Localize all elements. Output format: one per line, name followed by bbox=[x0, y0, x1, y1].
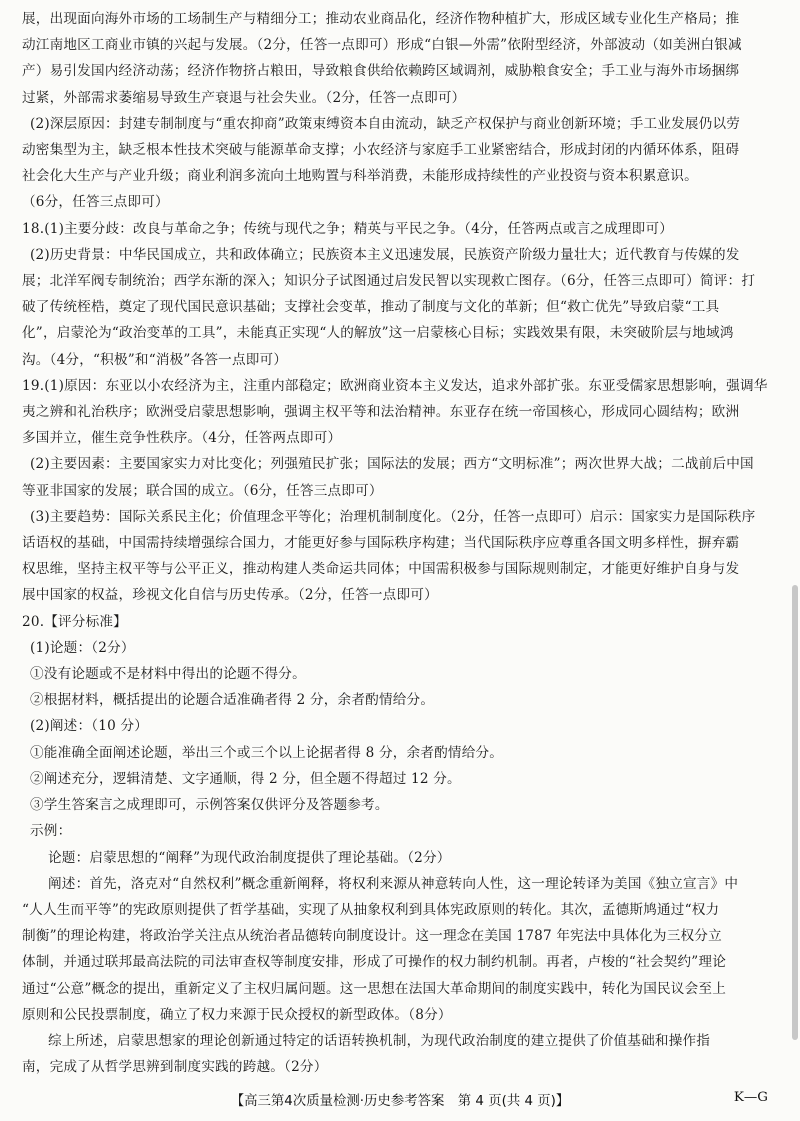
text-line: （6分，任答三点即可） bbox=[22, 194, 169, 211]
text-line: 动江南地区工商业市镇的兴起与发展。（2分，任答一点即可）形成“白银—外需”依附型经济，外部波动（如美洲白银减 bbox=[22, 37, 742, 54]
text-line: 制衡”的理论构建，将政治学关注点从统治者品德转向制度设计。这一理念在美国 1787 年宪法中具体化为三权分立 bbox=[22, 928, 722, 945]
text-line: 展；北洋军阀专制统治；西学东渐的深入；知识分子试图通过启发民智以实现救亡图存。（6分，任答三点即可）简评：打 bbox=[22, 273, 756, 290]
text-line: 产）易引发国内经济动荡；经济作物挤占粮田，导致粮食供给依赖跨区域调剂，威胁粮食安全；手工业与海外市场捆绑 bbox=[22, 63, 740, 80]
footer-code: K—G bbox=[733, 1090, 768, 1105]
text-line: 多国并立，催生竞争性秩序。（4分，任答两点即可） bbox=[22, 430, 342, 447]
text-line: ①没有论题或不是材料中得出的论题不得分。 bbox=[30, 666, 306, 683]
text-line: 破了传统桎梏，奠定了现代国民意识基础；支撑社会变革，推动了制度与文化的革新；但“救亡优先”导致启蒙“工具 bbox=[22, 299, 720, 316]
scrollbar-thumb[interactable] bbox=[792, 585, 798, 1040]
answer-document bbox=[22, 6, 774, 1080]
page-footer bbox=[0, 1090, 800, 1109]
text-line: 体制，并通过联邦最高法院的司法审查权等制度安排，形成了可操作的权力制约机制。再者，卢梭的“社会契约”理论 bbox=[22, 954, 726, 971]
text-line: 南，完成了从哲学思辨到制度实践的跨越。（2分） bbox=[22, 1059, 328, 1076]
text-line: ②阐述充分，逻辑清楚、文字通顺，得 2 分，但全题不得超过 12 分。 bbox=[30, 770, 461, 787]
text-line: 过紧，外部需求萎缩易导致生产衰退与社会失业。（2分，任答一点即可） bbox=[22, 89, 466, 106]
text-line: 展，出现面向海外市场的工场制生产与精细分工；推动农业商品化，经济作物种植扩大，形成区域专业化生产格局；推 bbox=[22, 11, 740, 27]
text-line: 阐述：首先，洛克对“自然权利”概念重新阐释，将权利来源从神意转向人性，这一理论转译为美国《独立宣言》中 bbox=[48, 875, 739, 892]
text-line: (2)历史背景：中华民国成立，共和政体确立；民族资本主义迅速发展，民族资产阶级力量壮大；近代教育与传媒的发 bbox=[30, 246, 740, 263]
text-line: 展中国家的权益，珍视文化自信与历史传承。（2分，任答一点即可） bbox=[22, 587, 438, 604]
question-18-line: 18.(1)主要分歧：改良与革命之争；传统与现代之争；精英与平民之争。（4分，任答两点或言之成理即可） bbox=[22, 220, 674, 237]
text-line: 通过“公意”概念的提出，重新定义了主权归属问题。这一思想在法国大革命期间的制度实践中，转化为国民议会至上 bbox=[22, 980, 726, 997]
text-line: 夷之辨和礼治秩序；欧洲受启蒙思想影响，强调主权平等和法治精神。东亚存在统一帝国核心，形成同心圆结构；欧洲 bbox=[22, 404, 740, 421]
text-line: 权思维，坚持主权平等与公平正义，推动构建人类命运共同体；中国需积极参与国际规则制定，才能更好维护自身与发 bbox=[22, 561, 740, 578]
text-line: 等亚非国家的发展；联合国的成立。（6分，任答三点即可） bbox=[22, 482, 383, 499]
text-line: (1)论题：（2分） bbox=[30, 639, 135, 656]
text-line: 化”，启蒙沦为“政治变革的工具”，未能真正实现“人的解放”这一启蒙核心目标；实践效果有限，未突破阶层与地域鸿 bbox=[22, 325, 734, 342]
text-line: 沟。（4分，“积极”和“消极”各答一点即可） bbox=[22, 351, 288, 368]
text-line: 原则和公民投票制度，确立了权力来源于民众授权的新型政体。（8分） bbox=[22, 1006, 452, 1023]
text-line: “人人生而平等”的宪政原则提供了哲学基础，实现了从抽象权利到具体宪政原则的转化。其次，孟德斯鸠通过“权力 bbox=[22, 901, 720, 918]
question-20-heading: 20.【评分标准】 bbox=[22, 613, 127, 630]
text-line: (3)主要趋势：国际关系民主化；价值理念平等化；治理机制制度化。（2分，任答一点即可）启示：国家实力是国际秩序 bbox=[30, 508, 756, 525]
text-line: 综上所述，启蒙思想家的理论创新通过特定的话语转换机制，为现代政治制度的建立提供了价值基础和操作指 bbox=[48, 1032, 711, 1049]
question-19-line: 19.(1)原因：东亚以小农经济为主，注重内部稳定；欧洲商业资本主义发达，追求外部扩张。东亚受儒家思想影响，强调华 bbox=[22, 377, 768, 394]
text-line: (2)阐述：（10 分） bbox=[30, 718, 149, 735]
text-line: ③学生答案言之成理即可，示例答案仅供评分及答题参考。 bbox=[30, 797, 389, 814]
text-line: 示例： bbox=[30, 823, 72, 840]
text-line: (2)深层原因：封建专制制度与“重农抑商”政策束缚资本自由流动，缺乏产权保护与商业创新环境；手工业发展仍以劳 bbox=[30, 115, 741, 132]
text-line: 话语权的基础，中国需持续增强综合国力，才能更好参与国际秩序构建；当代国际秩序应尊重各国文明多样性，摒弃霸 bbox=[22, 535, 740, 552]
text-line: ①能准确全面阐述论题，举出三个或三个以上论据者得 8 分，余者酌情给分。 bbox=[30, 744, 504, 761]
text-line: ②根据材料，概括提出的论题合适准确者得 2 分，余者酌情给分。 bbox=[30, 692, 435, 709]
text-line: 论题：启蒙思想的“阐释”为现代政治制度提供了理论基础。（2分） bbox=[48, 849, 451, 866]
footer-title: 【高三第4次质量检测·历史参考答案 第 4 页(共 4 页)】 bbox=[230, 1094, 570, 1109]
text-line: (2)主要因素：主要国家实力对比变化；列强殖民扩张；国际法的发展；西方“文明标准”；两次世界大战；二战前后中国 bbox=[30, 456, 754, 473]
text-line: 社会化大生产与产业升级；商业利润多流向土地购置与科举消费，未能形成持续性的产业投资与资本积累意识。 bbox=[22, 168, 698, 185]
text-line: 动密集型为主，缺乏根本性技术突破与能源革命支撑；小农经济与家庭手工业紧密结合，形成封闭的内循环体系，阻碍 bbox=[22, 142, 740, 159]
